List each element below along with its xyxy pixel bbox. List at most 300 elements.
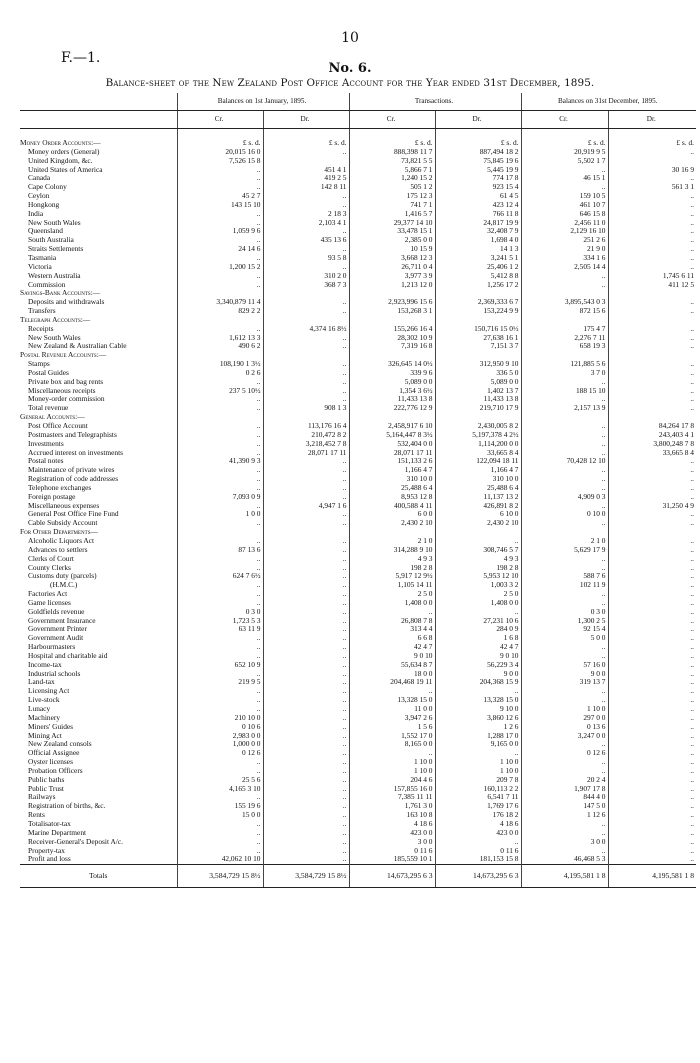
amount-cell: .. bbox=[608, 298, 696, 307]
amount-cell: 160,113 2 2 bbox=[435, 785, 521, 794]
table-row bbox=[20, 564, 696, 573]
account-label: Licensing Act bbox=[28, 687, 70, 696]
account-label: Postal notes bbox=[28, 457, 64, 466]
account-label: United Kingdom, &c. bbox=[28, 156, 93, 165]
amount-cell: 5 0 0 bbox=[521, 634, 608, 643]
amount-cell: 310 10 0 bbox=[435, 475, 521, 484]
table-row bbox=[20, 855, 696, 864]
table-row bbox=[20, 157, 696, 166]
amount-cell: 92 15 4 bbox=[521, 625, 608, 634]
account-label: Stamps bbox=[28, 360, 50, 369]
totals-cell: 14,673,295 6 3 bbox=[349, 865, 435, 888]
amount-cell: 888,398 11 7 bbox=[349, 148, 435, 157]
amount-cell: .. bbox=[521, 652, 608, 661]
section-header-row bbox=[20, 129, 696, 148]
amount-cell: .. bbox=[263, 705, 349, 714]
amount-cell: 0 10 6 bbox=[177, 723, 263, 732]
amount-cell: 3,895,543 0 3 bbox=[521, 298, 608, 307]
amount-cell: 2,983 0 0 bbox=[177, 732, 263, 741]
amount-cell: 1,408 0 0 bbox=[349, 599, 435, 608]
amount-cell: .. bbox=[263, 564, 349, 573]
amount-cell: 42 4 7 bbox=[349, 643, 435, 652]
amount-cell: .. bbox=[263, 599, 349, 608]
table-row bbox=[20, 440, 696, 449]
amount-cell: 2,276 7 11 bbox=[521, 334, 608, 343]
amount-cell: .. bbox=[521, 431, 608, 440]
amount-cell: 310 10 0 bbox=[349, 475, 435, 484]
table-row bbox=[20, 325, 696, 334]
amount-cell: 142 8 11 bbox=[263, 183, 349, 192]
table-row bbox=[20, 166, 696, 175]
header-dr: Dr. bbox=[608, 111, 696, 129]
table-row bbox=[20, 236, 696, 245]
amount-cell: .. bbox=[521, 484, 608, 493]
section-label: Telegraph Accounts:— bbox=[20, 315, 91, 324]
amount-cell: .. bbox=[608, 555, 696, 564]
table-row bbox=[20, 643, 696, 652]
amount-cell: 2,157 13 9 bbox=[521, 404, 608, 413]
table-row bbox=[20, 617, 696, 626]
amount-cell: 1,213 12 0 bbox=[349, 281, 435, 290]
account-label: Accrued interest on investments bbox=[28, 448, 124, 457]
amount-cell: 310 2 0 bbox=[263, 272, 349, 281]
amount-cell: .. bbox=[177, 705, 263, 714]
amount-cell: .. bbox=[177, 378, 263, 387]
amount-cell: 46,468 5 3 bbox=[521, 855, 608, 864]
account-label: Marine Department bbox=[28, 828, 87, 837]
amount-cell: 26,711 0 4 bbox=[349, 263, 435, 272]
amount-cell: 33,665 8 4 bbox=[608, 449, 696, 458]
amount-cell: 185,559 10 1 bbox=[349, 855, 435, 864]
amount-cell: 57 16 0 bbox=[521, 661, 608, 670]
amount-cell bbox=[263, 316, 349, 325]
amount-cell: £ s. d. bbox=[263, 129, 349, 148]
amount-cell: 188 15 10 bbox=[521, 387, 608, 396]
section-label: Savings-Bank Accounts:— bbox=[20, 289, 101, 298]
amount-cell: 42 4 7 bbox=[435, 643, 521, 652]
account-label: Queensland bbox=[28, 227, 63, 236]
account-label: Tasmania bbox=[28, 253, 57, 262]
amount-cell: 3,947 2 6 bbox=[349, 714, 435, 723]
amount-cell: 7,319 16 8 bbox=[349, 342, 435, 351]
amount-cell: .. bbox=[608, 634, 696, 643]
amount-cell: 2,430 2 10 bbox=[349, 519, 435, 528]
amount-cell: 55,634 8 7 bbox=[349, 661, 435, 670]
amount-cell: .. bbox=[263, 201, 349, 210]
table-row bbox=[20, 510, 696, 519]
amount-cell: 15 0 0 bbox=[177, 811, 263, 820]
amount-cell: 28,071 17 11 bbox=[263, 449, 349, 458]
totals-cell: 4,195,581 1 8 bbox=[608, 865, 696, 888]
amount-cell: .. bbox=[177, 440, 263, 449]
account-label: Post Office Account bbox=[28, 422, 88, 430]
account-label: Investments bbox=[28, 439, 64, 448]
header-opening-balances: Balances on 1st January, 1895. bbox=[177, 93, 349, 111]
amount-cell: 13,328 15 0 bbox=[349, 696, 435, 705]
amount-cell: 155 19 6 bbox=[177, 802, 263, 811]
amount-cell: .. bbox=[177, 466, 263, 475]
account-label: Miners' Guides bbox=[28, 722, 74, 731]
amount-cell: 26,808 7 8 bbox=[349, 617, 435, 626]
amount-cell: 923 15 4 bbox=[435, 183, 521, 192]
amount-cell: .. bbox=[521, 643, 608, 652]
amount-cell: 1,000 0 0 bbox=[177, 740, 263, 749]
amount-cell: .. bbox=[177, 847, 263, 856]
amount-cell: .. bbox=[608, 263, 696, 272]
amount-cell bbox=[263, 289, 349, 298]
amount-cell: 20,015 16 0 bbox=[177, 148, 263, 157]
amount-cell: .. bbox=[177, 449, 263, 458]
amount-cell: 1,698 4 0 bbox=[435, 236, 521, 245]
amount-cell: .. bbox=[263, 723, 349, 732]
amount-cell: .. bbox=[177, 696, 263, 705]
account-label: Official Assignee bbox=[28, 749, 80, 758]
amount-cell: 3,977 3 9 bbox=[349, 272, 435, 281]
table-row bbox=[20, 272, 696, 281]
amount-cell: 30 16 9 bbox=[608, 166, 696, 175]
amount-cell: .. bbox=[608, 475, 696, 484]
amount-cell: 423 12 4 bbox=[435, 201, 521, 210]
amount-cell: 20,919 9 5 bbox=[521, 148, 608, 157]
amount-cell: .. bbox=[608, 236, 696, 245]
amount-cell: £ s. d. bbox=[435, 129, 521, 148]
amount-cell: .. bbox=[263, 546, 349, 555]
amount-cell: 461 10 7 bbox=[521, 201, 608, 210]
account-label: Profit and loss bbox=[28, 855, 71, 864]
amount-cell: .. bbox=[521, 599, 608, 608]
amount-cell: 176 18 2 bbox=[435, 811, 521, 820]
section-header-row bbox=[20, 351, 696, 360]
account-label: Lunacy bbox=[28, 705, 51, 713]
balance-sheet-table bbox=[20, 93, 696, 888]
account-label: General Post Office Fine Fund bbox=[28, 510, 119, 519]
table-row bbox=[20, 581, 696, 590]
amount-cell: .. bbox=[263, 634, 349, 643]
amount-cell: 4,165 3 10 bbox=[177, 785, 263, 794]
account-label: Western Australia bbox=[28, 271, 81, 280]
amount-cell: .. bbox=[435, 537, 521, 546]
amount-cell bbox=[435, 316, 521, 325]
amount-cell: .. bbox=[263, 625, 349, 634]
amount-cell: .. bbox=[608, 519, 696, 528]
amount-cell: .. bbox=[263, 811, 349, 820]
amount-cell: 532,404 0 0 bbox=[349, 440, 435, 449]
table-row bbox=[20, 696, 696, 705]
account-label: Advances to settlers bbox=[28, 545, 88, 554]
amount-cell bbox=[177, 316, 263, 325]
account-label: India bbox=[28, 209, 44, 218]
header-cr: Cr. bbox=[177, 111, 263, 129]
amount-cell: .. bbox=[608, 687, 696, 696]
amount-cell: 5,164,447 8 3½ bbox=[349, 431, 435, 440]
amount-cell: .. bbox=[177, 590, 263, 599]
amount-cell: .. bbox=[521, 440, 608, 449]
amount-cell: 8,165 0 0 bbox=[349, 740, 435, 749]
amount-cell: 219,710 17 9 bbox=[435, 404, 521, 413]
amount-cell: 4 18 6 bbox=[435, 820, 521, 829]
header-cr: Cr. bbox=[521, 111, 608, 129]
amount-cell: 2,103 4 1 bbox=[263, 219, 349, 228]
amount-cell: .. bbox=[177, 537, 263, 546]
amount-cell: 93 5 8 bbox=[263, 254, 349, 263]
header-blank bbox=[20, 111, 177, 129]
amount-cell: 45 2 7 bbox=[177, 192, 263, 201]
amount-cell: 3,247 0 0 bbox=[521, 732, 608, 741]
header-cr: Cr. bbox=[349, 111, 435, 129]
amount-cell: .. bbox=[521, 696, 608, 705]
amount-cell: 400,588 4 11 bbox=[349, 502, 435, 511]
section-header-row bbox=[20, 316, 696, 325]
table-row bbox=[20, 546, 696, 555]
amount-cell: 10 15 9 bbox=[349, 245, 435, 254]
table-row bbox=[20, 705, 696, 714]
amount-cell: 2 5 0 bbox=[435, 590, 521, 599]
amount-cell: .. bbox=[177, 687, 263, 696]
amount-cell: .. bbox=[521, 502, 608, 511]
account-label: Oyster licenses bbox=[28, 758, 73, 767]
amount-cell: .. bbox=[608, 767, 696, 776]
table-row bbox=[20, 201, 696, 210]
account-label: Canada bbox=[28, 174, 51, 183]
amount-cell: .. bbox=[521, 847, 608, 856]
amount-cell: .. bbox=[263, 555, 349, 564]
totals-cell: 14,673,295 6 3 bbox=[435, 865, 521, 888]
amount-cell: 73,821 5 5 bbox=[349, 157, 435, 166]
amount-cell: 0 11 6 bbox=[435, 847, 521, 856]
account-label: Registration of code addresses bbox=[28, 475, 119, 484]
amount-cell: 3 0 0 bbox=[349, 838, 435, 847]
amount-cell: .. bbox=[608, 360, 696, 369]
table-row bbox=[20, 148, 696, 157]
table-row bbox=[20, 449, 696, 458]
amount-cell: .. bbox=[263, 484, 349, 493]
amount-cell: .. bbox=[177, 820, 263, 829]
amount-cell: .. bbox=[263, 847, 349, 856]
amount-cell: 27,231 10 6 bbox=[435, 617, 521, 626]
table-row bbox=[20, 802, 696, 811]
amount-cell: 2 18 3 bbox=[263, 210, 349, 219]
table-row bbox=[20, 183, 696, 192]
table-row bbox=[20, 493, 696, 502]
amount-cell: .. bbox=[263, 475, 349, 484]
table-row bbox=[20, 740, 696, 749]
amount-cell bbox=[349, 351, 435, 360]
amount-cell: .. bbox=[177, 210, 263, 219]
table-row bbox=[20, 793, 696, 802]
amount-cell: .. bbox=[435, 749, 521, 758]
account-label: Rents bbox=[28, 811, 45, 820]
account-label: Money-order commission bbox=[28, 395, 105, 404]
amount-cell: 1,288 17 0 bbox=[435, 732, 521, 741]
amount-cell: .. bbox=[177, 767, 263, 776]
amount-cell: 70,428 12 10 bbox=[521, 457, 608, 466]
amount-cell: .. bbox=[608, 776, 696, 785]
account-label: Factories Act bbox=[28, 590, 68, 599]
amount-cell: .. bbox=[608, 148, 696, 157]
amount-cell: .. bbox=[177, 174, 263, 183]
amount-cell: .. bbox=[521, 758, 608, 767]
account-label: Registration of births, &c. bbox=[28, 802, 106, 811]
amount-cell: .. bbox=[263, 387, 349, 396]
amount-cell: .. bbox=[263, 776, 349, 785]
amount-cell: .. bbox=[177, 236, 263, 245]
amount-cell bbox=[608, 351, 696, 360]
section-label: Money Order Accounts:— bbox=[20, 138, 101, 147]
amount-cell: 5,089 0 0 bbox=[435, 378, 521, 387]
amount-cell: .. bbox=[263, 740, 349, 749]
amount-cell: .. bbox=[608, 670, 696, 679]
amount-cell: .. bbox=[177, 519, 263, 528]
amount-cell: 1,166 4 7 bbox=[349, 466, 435, 475]
amount-cell: .. bbox=[608, 661, 696, 670]
amount-cell: 1,416 5 7 bbox=[349, 210, 435, 219]
amount-cell: 75,845 19 6 bbox=[435, 157, 521, 166]
amount-cell: 25 5 6 bbox=[177, 776, 263, 785]
account-label: Totalisator-tax bbox=[28, 819, 71, 828]
amount-cell: .. bbox=[177, 475, 263, 484]
amount-cell: £ s. d. bbox=[608, 129, 696, 148]
amount-cell: .. bbox=[608, 811, 696, 820]
amount-cell: 5,412 8 8 bbox=[435, 272, 521, 281]
amount-cell: 222,776 12 9 bbox=[349, 404, 435, 413]
amount-cell bbox=[177, 351, 263, 360]
amount-cell: 313 4 4 bbox=[349, 625, 435, 634]
account-label: Ceylon bbox=[28, 192, 50, 201]
amount-cell: .. bbox=[263, 395, 349, 404]
amount-cell: 11 0 0 bbox=[349, 705, 435, 714]
amount-cell: 25,406 1 2 bbox=[435, 263, 521, 272]
account-label: Hospital and charitable aid bbox=[28, 651, 108, 660]
amount-cell: .. bbox=[608, 723, 696, 732]
totals-cell: 3,584,729 15 8½ bbox=[263, 865, 349, 888]
amount-cell: .. bbox=[608, 510, 696, 519]
table-number: No. 6. bbox=[328, 61, 372, 76]
amount-cell: .. bbox=[608, 714, 696, 723]
amount-cell: 5,502 1 7 bbox=[521, 157, 608, 166]
amount-cell: .. bbox=[521, 281, 608, 290]
table-body bbox=[20, 129, 696, 865]
amount-cell: 3,340,879 11 4 bbox=[177, 298, 263, 307]
amount-cell: .. bbox=[263, 855, 349, 864]
table-row bbox=[20, 395, 696, 404]
amount-cell bbox=[349, 528, 435, 537]
amount-cell: 2 1 0 bbox=[349, 537, 435, 546]
amount-cell bbox=[521, 316, 608, 325]
amount-cell: 451 4 1 bbox=[263, 166, 349, 175]
amount-cell: 175 4 7 bbox=[521, 325, 608, 334]
amount-cell: 102 11 9 bbox=[521, 581, 608, 590]
amount-cell: 9 0 0 bbox=[435, 670, 521, 679]
amount-cell: .. bbox=[263, 687, 349, 696]
amount-cell: 1,761 3 0 bbox=[349, 802, 435, 811]
amount-cell: .. bbox=[521, 555, 608, 564]
amount-cell: 63 11 9 bbox=[177, 625, 263, 634]
account-label: Foreign postage bbox=[28, 492, 76, 501]
amount-cell: 0 10 0 bbox=[521, 510, 608, 519]
amount-cell: .. bbox=[263, 519, 349, 528]
account-label: Live-stock bbox=[28, 696, 60, 705]
account-label: Transfers bbox=[28, 307, 56, 316]
amount-cell bbox=[608, 413, 696, 422]
amount-cell: 251 2 6 bbox=[521, 236, 608, 245]
amount-cell: .. bbox=[608, 201, 696, 210]
amount-cell: .. bbox=[349, 608, 435, 617]
account-label: Public baths bbox=[28, 775, 65, 784]
amount-cell: 9,165 0 0 bbox=[435, 740, 521, 749]
amount-cell: .. bbox=[263, 378, 349, 387]
amount-cell: .. bbox=[521, 272, 608, 281]
account-label: Probation Officers bbox=[28, 766, 83, 775]
amount-cell: 237 5 10½ bbox=[177, 387, 263, 396]
amount-cell: 5,089 0 0 bbox=[349, 378, 435, 387]
amount-cell: .. bbox=[608, 572, 696, 581]
amount-cell: 588 7 6 bbox=[521, 572, 608, 581]
amount-cell: 3,241 5 1 bbox=[435, 254, 521, 263]
amount-cell: 2,385 0 0 bbox=[349, 236, 435, 245]
amount-cell: 210 10 0 bbox=[177, 714, 263, 723]
amount-cell: .. bbox=[177, 829, 263, 838]
amount-cell: 1 10 0 bbox=[435, 758, 521, 767]
amount-cell: .. bbox=[521, 449, 608, 458]
amount-cell: 25,488 6 4 bbox=[349, 484, 435, 493]
amount-cell: 652 10 9 bbox=[177, 661, 263, 670]
account-label: Government Audit bbox=[28, 634, 84, 643]
account-label: Income-tax bbox=[28, 660, 62, 669]
amount-cell: 4 9 3 bbox=[349, 555, 435, 564]
amount-cell: .. bbox=[521, 740, 608, 749]
amount-cell: .. bbox=[521, 829, 608, 838]
amount-cell: 163 10 8 bbox=[349, 811, 435, 820]
amount-cell: 2,456 11 0 bbox=[521, 219, 608, 228]
table-row bbox=[20, 360, 696, 369]
amount-cell: .. bbox=[263, 838, 349, 847]
amount-cell: 1,402 13 7 bbox=[435, 387, 521, 396]
amount-cell: 7,151 3 7 bbox=[435, 342, 521, 351]
table-row bbox=[20, 457, 696, 466]
sub-header-row bbox=[20, 111, 696, 129]
amount-cell: 151,133 2 6 bbox=[349, 457, 435, 466]
account-label: Receiver-General's Deposit A/c. bbox=[28, 837, 123, 846]
table-row bbox=[20, 281, 696, 290]
amount-cell: 0 3 0 bbox=[521, 608, 608, 617]
amount-cell: .. bbox=[608, 342, 696, 351]
amount-cell: 204 4 6 bbox=[349, 776, 435, 785]
table-row bbox=[20, 829, 696, 838]
table-row bbox=[20, 219, 696, 228]
amount-cell: 9 0 0 bbox=[521, 670, 608, 679]
amount-cell: 31,250 4 9 bbox=[608, 502, 696, 511]
amount-cell: 908 1 3 bbox=[263, 404, 349, 413]
amount-cell: 9 10 0 bbox=[435, 705, 521, 714]
account-label: Mining Act bbox=[28, 731, 62, 740]
amount-cell: .. bbox=[608, 740, 696, 749]
amount-cell: 561 3 1 bbox=[608, 183, 696, 192]
account-label: Alcoholic Liquors Act bbox=[28, 536, 95, 545]
amount-cell: .. bbox=[608, 369, 696, 378]
amount-cell: .. bbox=[177, 254, 263, 263]
table-row bbox=[20, 785, 696, 794]
amount-cell: .. bbox=[263, 758, 349, 767]
table-row bbox=[20, 678, 696, 687]
amount-cell: .. bbox=[608, 581, 696, 590]
amount-cell: 4,374 16 8½ bbox=[263, 325, 349, 334]
amount-cell: 4 9 3 bbox=[435, 555, 521, 564]
amount-cell: .. bbox=[608, 493, 696, 502]
amount-cell: 11,137 13 2 bbox=[435, 493, 521, 502]
amount-cell: .. bbox=[521, 183, 608, 192]
table-row bbox=[20, 192, 696, 201]
amount-cell: 204,468 19 11 bbox=[349, 678, 435, 687]
